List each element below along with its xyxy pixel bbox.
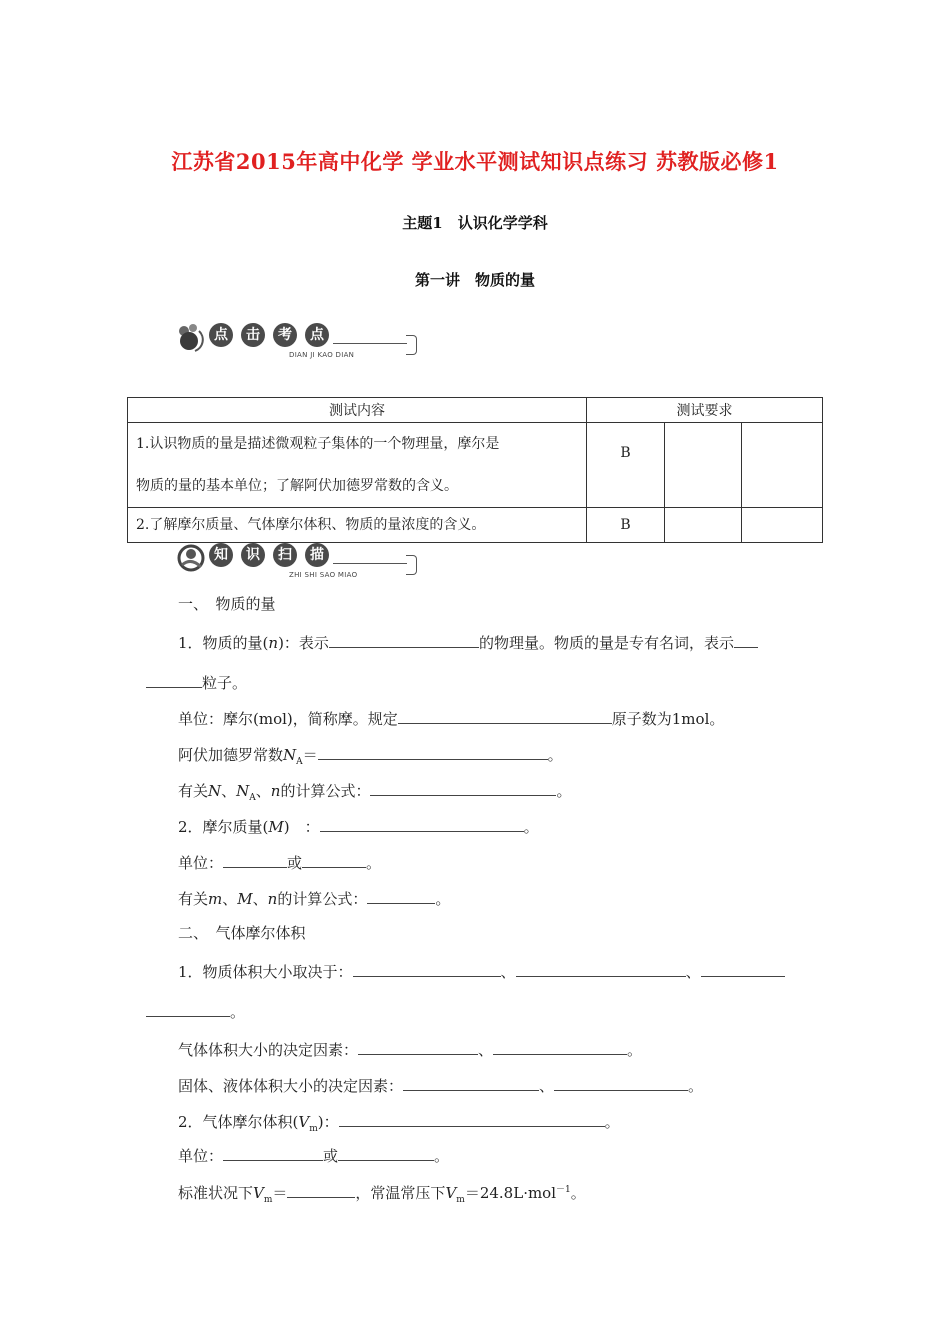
fill-blank[interactable] xyxy=(338,1144,434,1161)
s2-line2: 气体体积大小的决定因素： 、 。 xyxy=(178,1038,642,1060)
fill-blank[interactable] xyxy=(223,1144,323,1161)
section-heading: 二、 气体摩尔体积 xyxy=(178,924,306,942)
banner-rule xyxy=(333,563,407,564)
document-title: 江苏省2015年高中化学 学业水平测试知识点练习 苏教版必修1 xyxy=(171,149,779,174)
banner-rule xyxy=(333,343,407,344)
banner-pinyin: DIAN JI KAO DIAN xyxy=(289,351,355,359)
swirl-logo-icon xyxy=(177,543,207,573)
banner-tail xyxy=(406,555,417,575)
fill-blank[interactable] xyxy=(287,1181,355,1198)
fill-blank[interactable] xyxy=(370,779,556,796)
fill-blank[interactable] xyxy=(318,743,548,760)
s1-line7: 有关m、M、n的计算公式： 。 xyxy=(178,887,450,909)
s1-line3: 阿伏加德罗常数$N_A=$ 。 xyxy=(178,743,563,772)
level-cell: B xyxy=(587,508,665,543)
s1-line4: 有关N、$N_A$、n的计算公式： 。 xyxy=(178,779,572,808)
header-cell: 测试要求 xyxy=(587,398,823,423)
fill-blank[interactable] xyxy=(403,1074,539,1091)
molecule-logo-icon xyxy=(177,323,207,353)
content-cell xyxy=(128,423,587,508)
banner-char: 识 xyxy=(241,543,265,567)
s2-line4: 2．气体摩尔体积$(V_m)$： 。 xyxy=(178,1110,620,1139)
s2-line1b: 。 xyxy=(146,1000,245,1022)
banner-char: 知 xyxy=(209,543,233,567)
s1-line2: 单位：摩尔(mol)，简称摩。规定 原子数为1mol。 xyxy=(178,707,724,729)
fill-blank[interactable] xyxy=(516,960,686,977)
banner-char: 点 xyxy=(209,323,233,347)
empty-cell xyxy=(742,423,823,508)
requirements-table xyxy=(127,397,823,543)
content-text: 物质的量的基本单位；了解阿伏加德罗常数的含义。 xyxy=(136,478,458,494)
table-row xyxy=(128,508,823,543)
empty-cell xyxy=(665,508,742,543)
fill-blank[interactable] xyxy=(554,1074,688,1091)
header-cell: 测试内容 xyxy=(128,398,587,423)
s2-line6: 标准状况下$V_m=$ ，常温常压下$V_m=24.8L\cdot mol^{-1}$。 xyxy=(178,1180,586,1210)
fill-blank[interactable] xyxy=(398,707,612,724)
banner-zhi-shi-sao-miao xyxy=(177,543,422,583)
empty-cell xyxy=(742,508,823,543)
banner-char: 描 xyxy=(305,543,329,567)
lecture-heading: 第一讲 物质的量 xyxy=(414,271,535,289)
level-cell: B xyxy=(587,423,665,508)
banner-char: 点 xyxy=(305,323,329,347)
table-header-row xyxy=(128,398,823,423)
banner-char: 击 xyxy=(241,323,265,347)
fill-blank[interactable] xyxy=(734,631,758,648)
s1-line5: 2．摩尔质量(M) ： 。 xyxy=(178,815,539,837)
s1-line6: 单位： 或 。 xyxy=(178,851,381,873)
fill-blank[interactable] xyxy=(320,815,524,832)
fill-blank[interactable] xyxy=(353,960,501,977)
s2-line3: 固体、液体体积大小的决定因素： 、 。 xyxy=(178,1074,703,1096)
banner-pinyin: ZHI SHI SAO MIAO xyxy=(289,571,358,579)
fill-blank[interactable] xyxy=(701,960,785,977)
fill-blank[interactable] xyxy=(146,1000,230,1017)
theme-heading: 主题1 认识化学学科 xyxy=(402,214,548,232)
banner-dian-ji-kao-dian xyxy=(177,323,422,363)
fill-blank[interactable] xyxy=(493,1038,627,1055)
fill-blank[interactable] xyxy=(223,851,287,868)
content-cell: 2.了解摩尔质量、气体摩尔体积、物质的量浓度的含义。 xyxy=(128,508,587,543)
fill-blank[interactable] xyxy=(339,1110,605,1127)
banner-tail xyxy=(406,335,417,355)
fill-blank[interactable] xyxy=(367,887,435,904)
section-heading: 一、 物质的量 xyxy=(178,595,276,613)
empty-cell xyxy=(665,423,742,508)
s1-line1: 1．物质的量(n)：表示 的物理量。物质的量是专有名词，表示 xyxy=(178,631,758,653)
s2-line1: 1．物质体积大小取决于： 、 、 xyxy=(178,960,785,982)
fill-blank[interactable] xyxy=(329,631,479,648)
content-text: 1.认识物质的量是描述微观粒子集体的一个物理量，摩尔是 xyxy=(136,436,500,452)
fill-blank[interactable] xyxy=(302,851,366,868)
banner-char: 扫 xyxy=(273,543,297,567)
fill-blank[interactable] xyxy=(146,671,202,688)
table-row xyxy=(128,423,823,508)
s1-line1b: 粒子。 xyxy=(146,671,247,693)
fill-blank[interactable] xyxy=(358,1038,478,1055)
banner-char: 考 xyxy=(273,323,297,347)
s2-line5: 单位： 或 。 xyxy=(178,1144,449,1166)
